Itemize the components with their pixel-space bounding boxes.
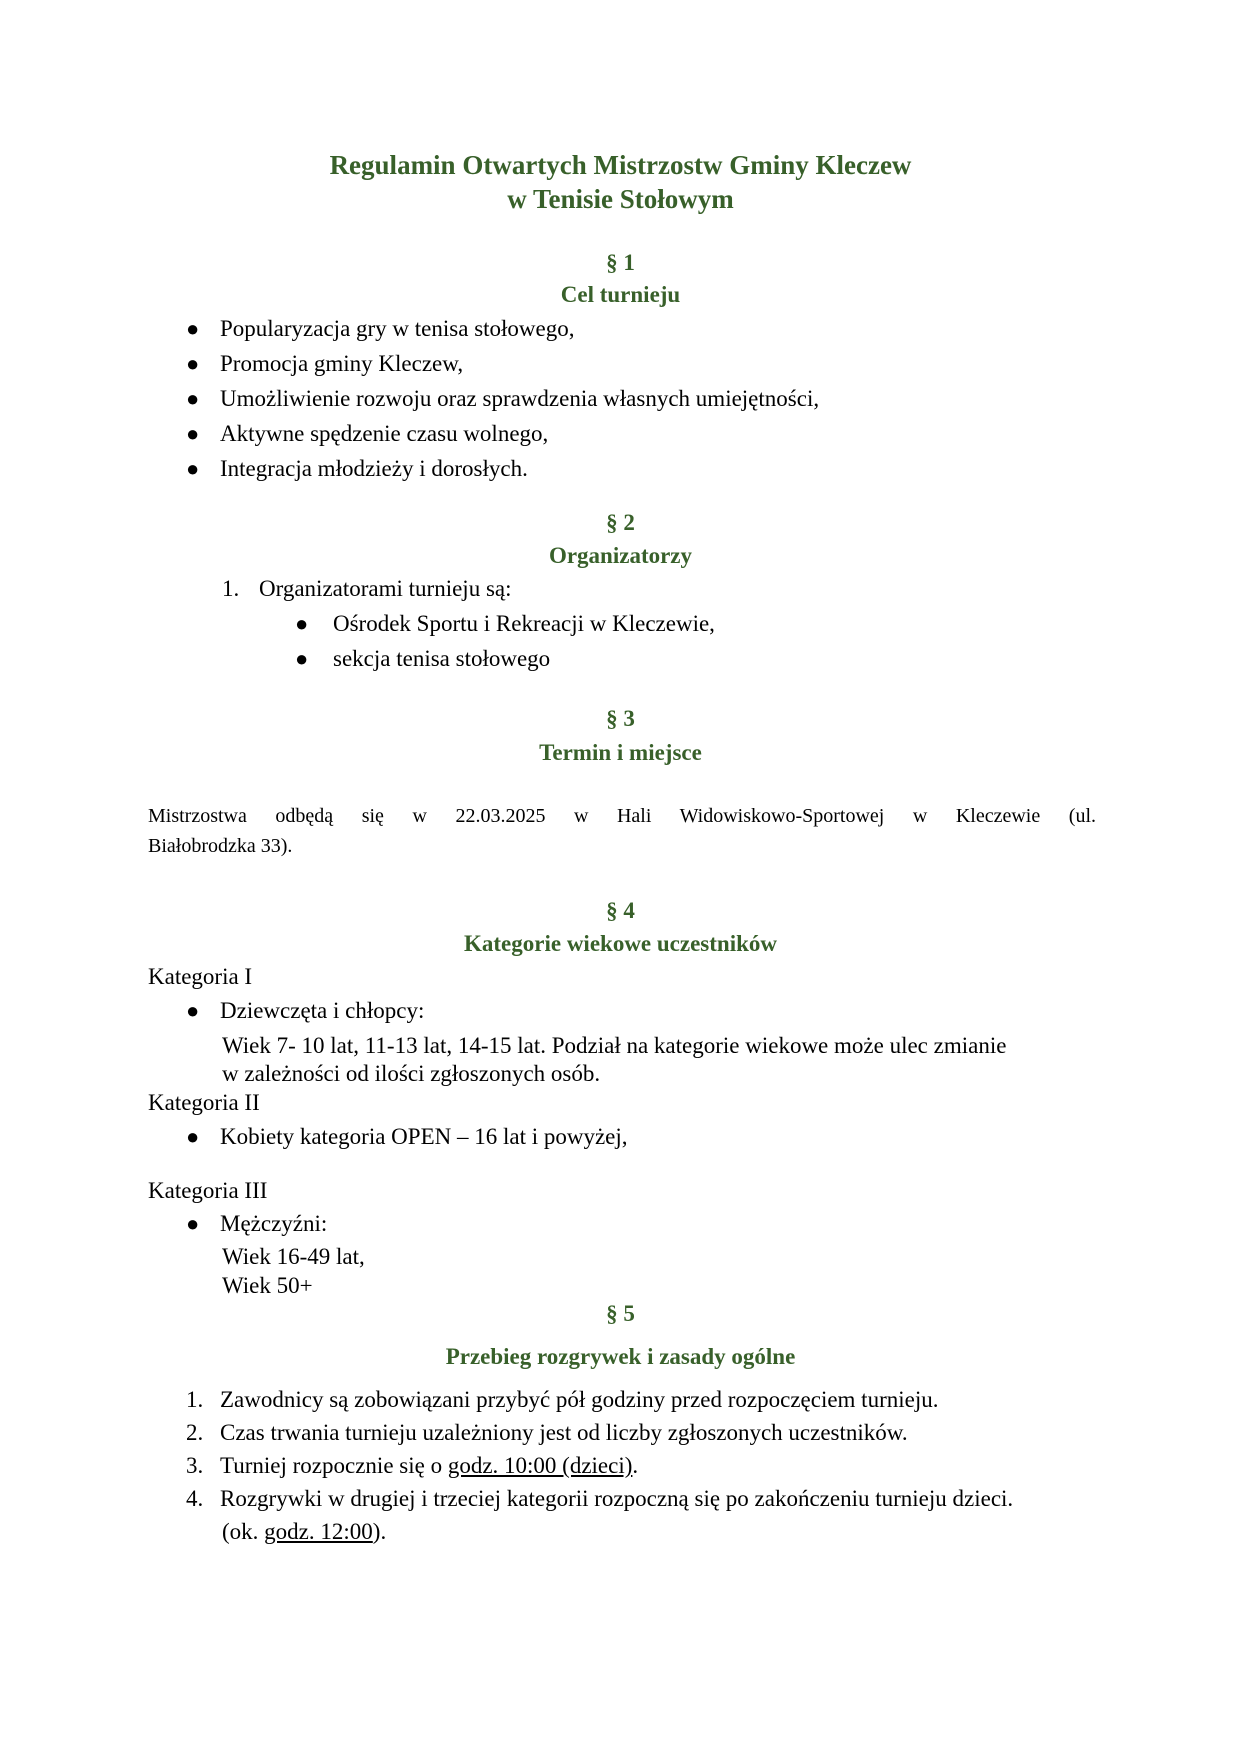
s2-item-text: Organizatorami turnieju są: — [259, 576, 512, 601]
s5-item-3-text — [220, 1451, 638, 1481]
document-title-line2: w Tenisie Stołowym — [507, 184, 734, 214]
s2-subitem-2: sekcja tenisa stołowego — [333, 646, 551, 671]
s1-item-2: Promocja gminy Kleczew, — [220, 351, 464, 376]
s1-item-3: Umożliwienie rozwoju oraz sprawdzenia własnych umiejętności, — [220, 386, 820, 411]
s1-item-5: Integracja młodzieży i dorosłych. — [220, 456, 528, 481]
s5-item-3-text-before: Turniej rozpocznie się o — [220, 1453, 448, 1478]
s4-cat2-label: Kategoria II — [148, 1090, 260, 1115]
bullet-icon: ● — [186, 1124, 200, 1149]
s5-item-4-number: 4. — [186, 1486, 204, 1511]
bullet-icon: ● — [186, 351, 200, 376]
section-4-heading: Kategorie wiekowe uczestników — [464, 931, 777, 956]
s4-cat3-detail-line1: Wiek 16-49 lat, — [222, 1244, 365, 1269]
document-title-line1: Regulamin Otwartych Mistrzostw Gminy Kleczew — [329, 150, 912, 180]
section-5-number: § 5 — [606, 1301, 635, 1326]
s4-cat3-label: Kategoria III — [148, 1178, 268, 1203]
section-2-number: § 2 — [606, 510, 635, 535]
s1-item-4: Aktywne spędzenie czasu wolnego, — [220, 421, 549, 446]
s4-cat3-detail-line2: Wiek 50+ — [222, 1273, 313, 1298]
s5-item-3-time: godz. 10:00 (dzieci) — [447, 1453, 633, 1478]
section-1-number: § 1 — [606, 250, 635, 275]
section-4-number: § 4 — [606, 898, 635, 923]
s5-item-3-number: 3. — [186, 1453, 204, 1478]
s4-cat2-item: Kobiety kategoria OPEN – 16 lat i powyżej, — [220, 1124, 628, 1149]
section-2-heading: Organizatorzy — [548, 543, 693, 568]
bullet-icon: ● — [186, 316, 200, 341]
s5-item-4-text-line1: Rozgrywki w drugiej i trzeciej kategorii rozpoczną się po zakończeniu turnieju dzieci. — [220, 1486, 1014, 1511]
s4-cat3-item: Mężczyźni: — [220, 1211, 328, 1236]
s2-subitem-1: Ośrodek Sportu i Rekreacji w Kleczewie, — [333, 611, 715, 636]
s5-item-4-time: godz. 12:00 — [264, 1519, 373, 1544]
section-3-number: § 3 — [606, 706, 635, 731]
s5-item-3-text-after: . — [632, 1453, 639, 1478]
bullet-icon: ● — [186, 998, 200, 1023]
s4-cat1-label: Kategoria I — [148, 964, 253, 989]
bullet-icon: ● — [186, 386, 200, 411]
s3-text-line1: Mistrzostwa odbędą się w 22.03.2025 w Hali Widowiskowo-Sportowej w Kleczewie (ul. — [148, 805, 1096, 827]
s5-item-1-number: 1. — [186, 1387, 204, 1412]
section-5-heading: Przebieg rozgrywek i zasady ogólne — [445, 1344, 796, 1369]
s5-item-4-line2-after: ). — [372, 1519, 387, 1544]
section-1-heading: Cel turnieju — [560, 282, 681, 307]
s5-item-4-text-line2 — [222, 1517, 386, 1547]
s5-item-2-number: 2. — [186, 1420, 204, 1445]
section-3-heading: Termin i miejsce — [539, 740, 702, 765]
s1-item-1: Popularyzacja gry w tenisa stołowego, — [220, 316, 575, 341]
s4-cat1-detail-line1: Wiek 7- 10 lat, 11-13 lat, 14-15 lat. Podział na kategorie wiekowe może ulec zmianie — [222, 1033, 1007, 1058]
s3-text-line2: Białobrodzka 33). — [148, 835, 293, 857]
bullet-icon: ● — [295, 646, 309, 671]
s5-item-2-text: Czas trwania turnieju uzależniony jest od liczby zgłoszonych uczestników. — [220, 1420, 908, 1445]
bullet-icon: ● — [186, 421, 200, 446]
bullet-icon: ● — [295, 611, 309, 636]
s4-cat1-item: Dziewczęta i chłopcy: — [220, 998, 425, 1023]
s2-item-number: 1. — [222, 576, 240, 601]
bullet-icon: ● — [186, 456, 200, 481]
s4-cat1-detail-line2: w zależności od ilości zgłoszonych osób. — [222, 1061, 601, 1086]
s5-item-1-text: Zawodnicy są zobowiązani przybyć pół godziny przed rozpoczęciem turnieju. — [220, 1387, 939, 1412]
bullet-icon: ● — [186, 1211, 200, 1236]
s5-item-4-line2-before: (ok. — [222, 1519, 265, 1544]
